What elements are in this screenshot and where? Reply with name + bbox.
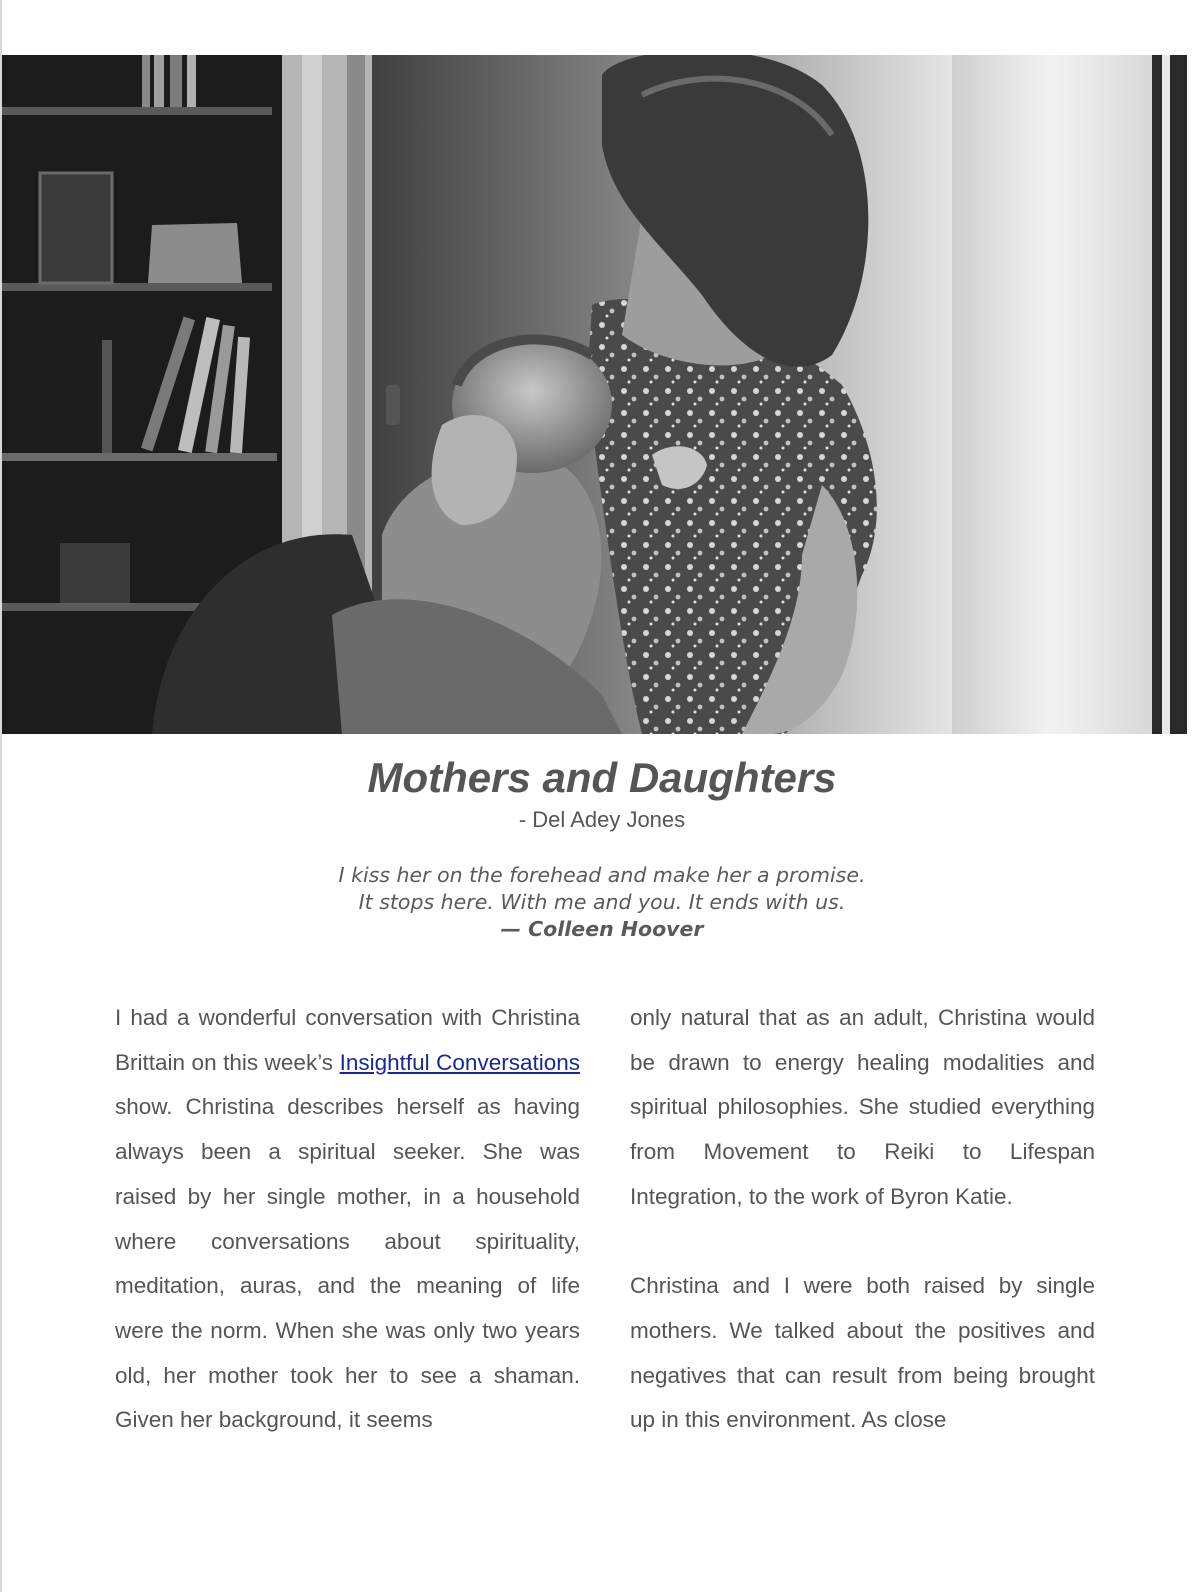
hero-photo <box>2 55 1187 734</box>
paragraph-1-text-end: show. Christina describes herself as having always been a spiritual seeker. She was raised by her single mother, in a household where conversations about spirituality, meditation, auras, and the meaning of life were the norm. When she was only two years old, her mother took her to see a shaman. Given her background, it seems <box>115 1094 580 1433</box>
body-paragraph-2: Christina and I were both raised by single mothers. We talked about the positives and negatives that can result from being brought up in this environment. As close <box>630 1273 1095 1433</box>
epigraph-line-2: It stops here. With me and you. It ends with us. <box>358 890 846 914</box>
epigraph <box>0 862 1204 943</box>
article-byline: - Del Adey Jones <box>518 807 686 832</box>
paragraph-1-text-start: I had a wonderful conversation with Christina Brittain on this week’s <box>115 1005 580 1075</box>
article-title: Mothers and Daughters <box>367 754 837 801</box>
epigraph-line-1: I kiss her on the forehead and make her a promise. <box>338 863 866 887</box>
epigraph-author: Colleen Hoover <box>528 917 704 941</box>
epigraph-dash: — <box>500 917 529 941</box>
mother-and-baby-photo <box>2 55 1187 734</box>
body-paragraph-1 <box>115 996 580 1443</box>
article-column-right <box>630 996 1095 1443</box>
epigraph-attribution <box>0 916 1204 943</box>
insightful-conversations-link[interactable]: Insightful Conversations <box>339 1049 580 1075</box>
body-paragraph-1-continued: only natural that as an adult, Christina would be drawn to energy healing modalities and spiritual philosophies. She studied everything from Movement to Reiki to Lifespan Integration, to the work of Byron Katie. <box>630 1005 1095 1209</box>
article-column-left <box>115 996 580 1443</box>
